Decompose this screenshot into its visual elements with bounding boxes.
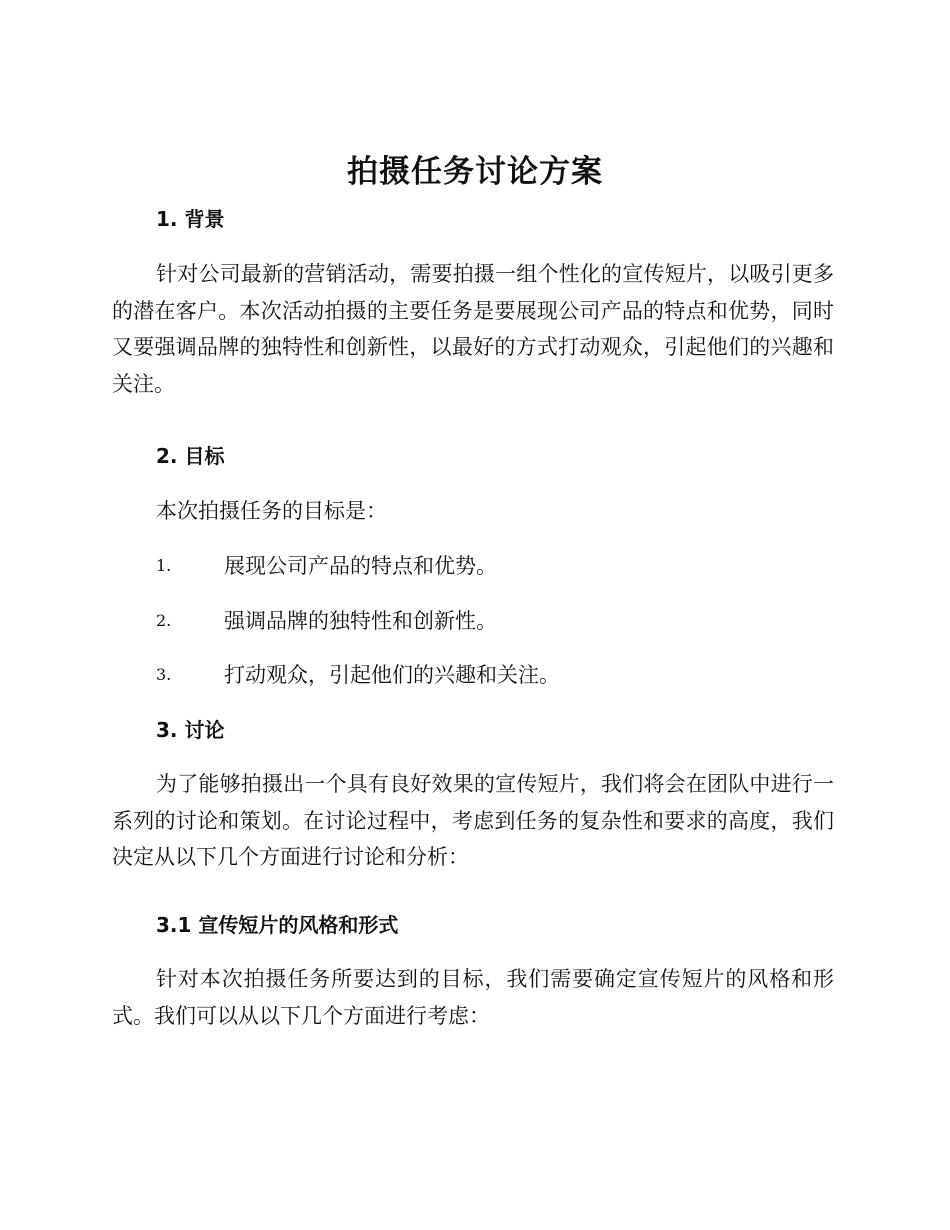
list-text: 展现公司产品的特点和优势。 (224, 554, 497, 578)
section-heading-style: 3.1 宣传短片的风格和形式 (156, 913, 399, 937)
section-heading-goals: 2. 目标 (156, 444, 225, 468)
goal-list-item (156, 660, 836, 690)
goal-list-item (156, 551, 836, 581)
list-number: 2. (156, 611, 172, 630)
section-heading-background: 1. 背景 (156, 207, 225, 231)
section-heading-discussion: 3. 讨论 (156, 718, 225, 742)
goals-intro: 本次拍摄任务的目标是： (156, 499, 387, 523)
discussion-paragraph: 为了能够拍摄出一个具有良好效果的宣传短片，我们将会在团队中进行一系列的讨论和策划。在讨论过程中，考虑到任务的复杂性和要求的高度，我们决定从以下几个方面进行讨论和分析： (112, 772, 834, 869)
list-number: 3. (156, 665, 172, 684)
list-number: 1. (156, 556, 172, 575)
list-text: 强调品牌的独特性和创新性。 (224, 609, 497, 633)
style-paragraph: 针对本次拍摄任务所要达到的目标，我们需要确定宣传短片的风格和形式。我们可以从以下几个方面进行考虑： (112, 967, 834, 1028)
list-text: 打动观众，引起他们的兴趣和关注。 (224, 663, 560, 687)
document-title: 拍摄任务讨论方案 (347, 154, 603, 190)
background-paragraph: 针对公司最新的营销活动，需要拍摄一组个性化的宣传短片，以吸引更多的潜在客户。本次活动拍摄的主要任务是要展现公司产品的特点和优势，同时又要强调品牌的独特性和创新性，以最好的方式打动观众，引起他们的兴趣和关注。 (112, 262, 834, 396)
goal-list-item (156, 606, 836, 636)
